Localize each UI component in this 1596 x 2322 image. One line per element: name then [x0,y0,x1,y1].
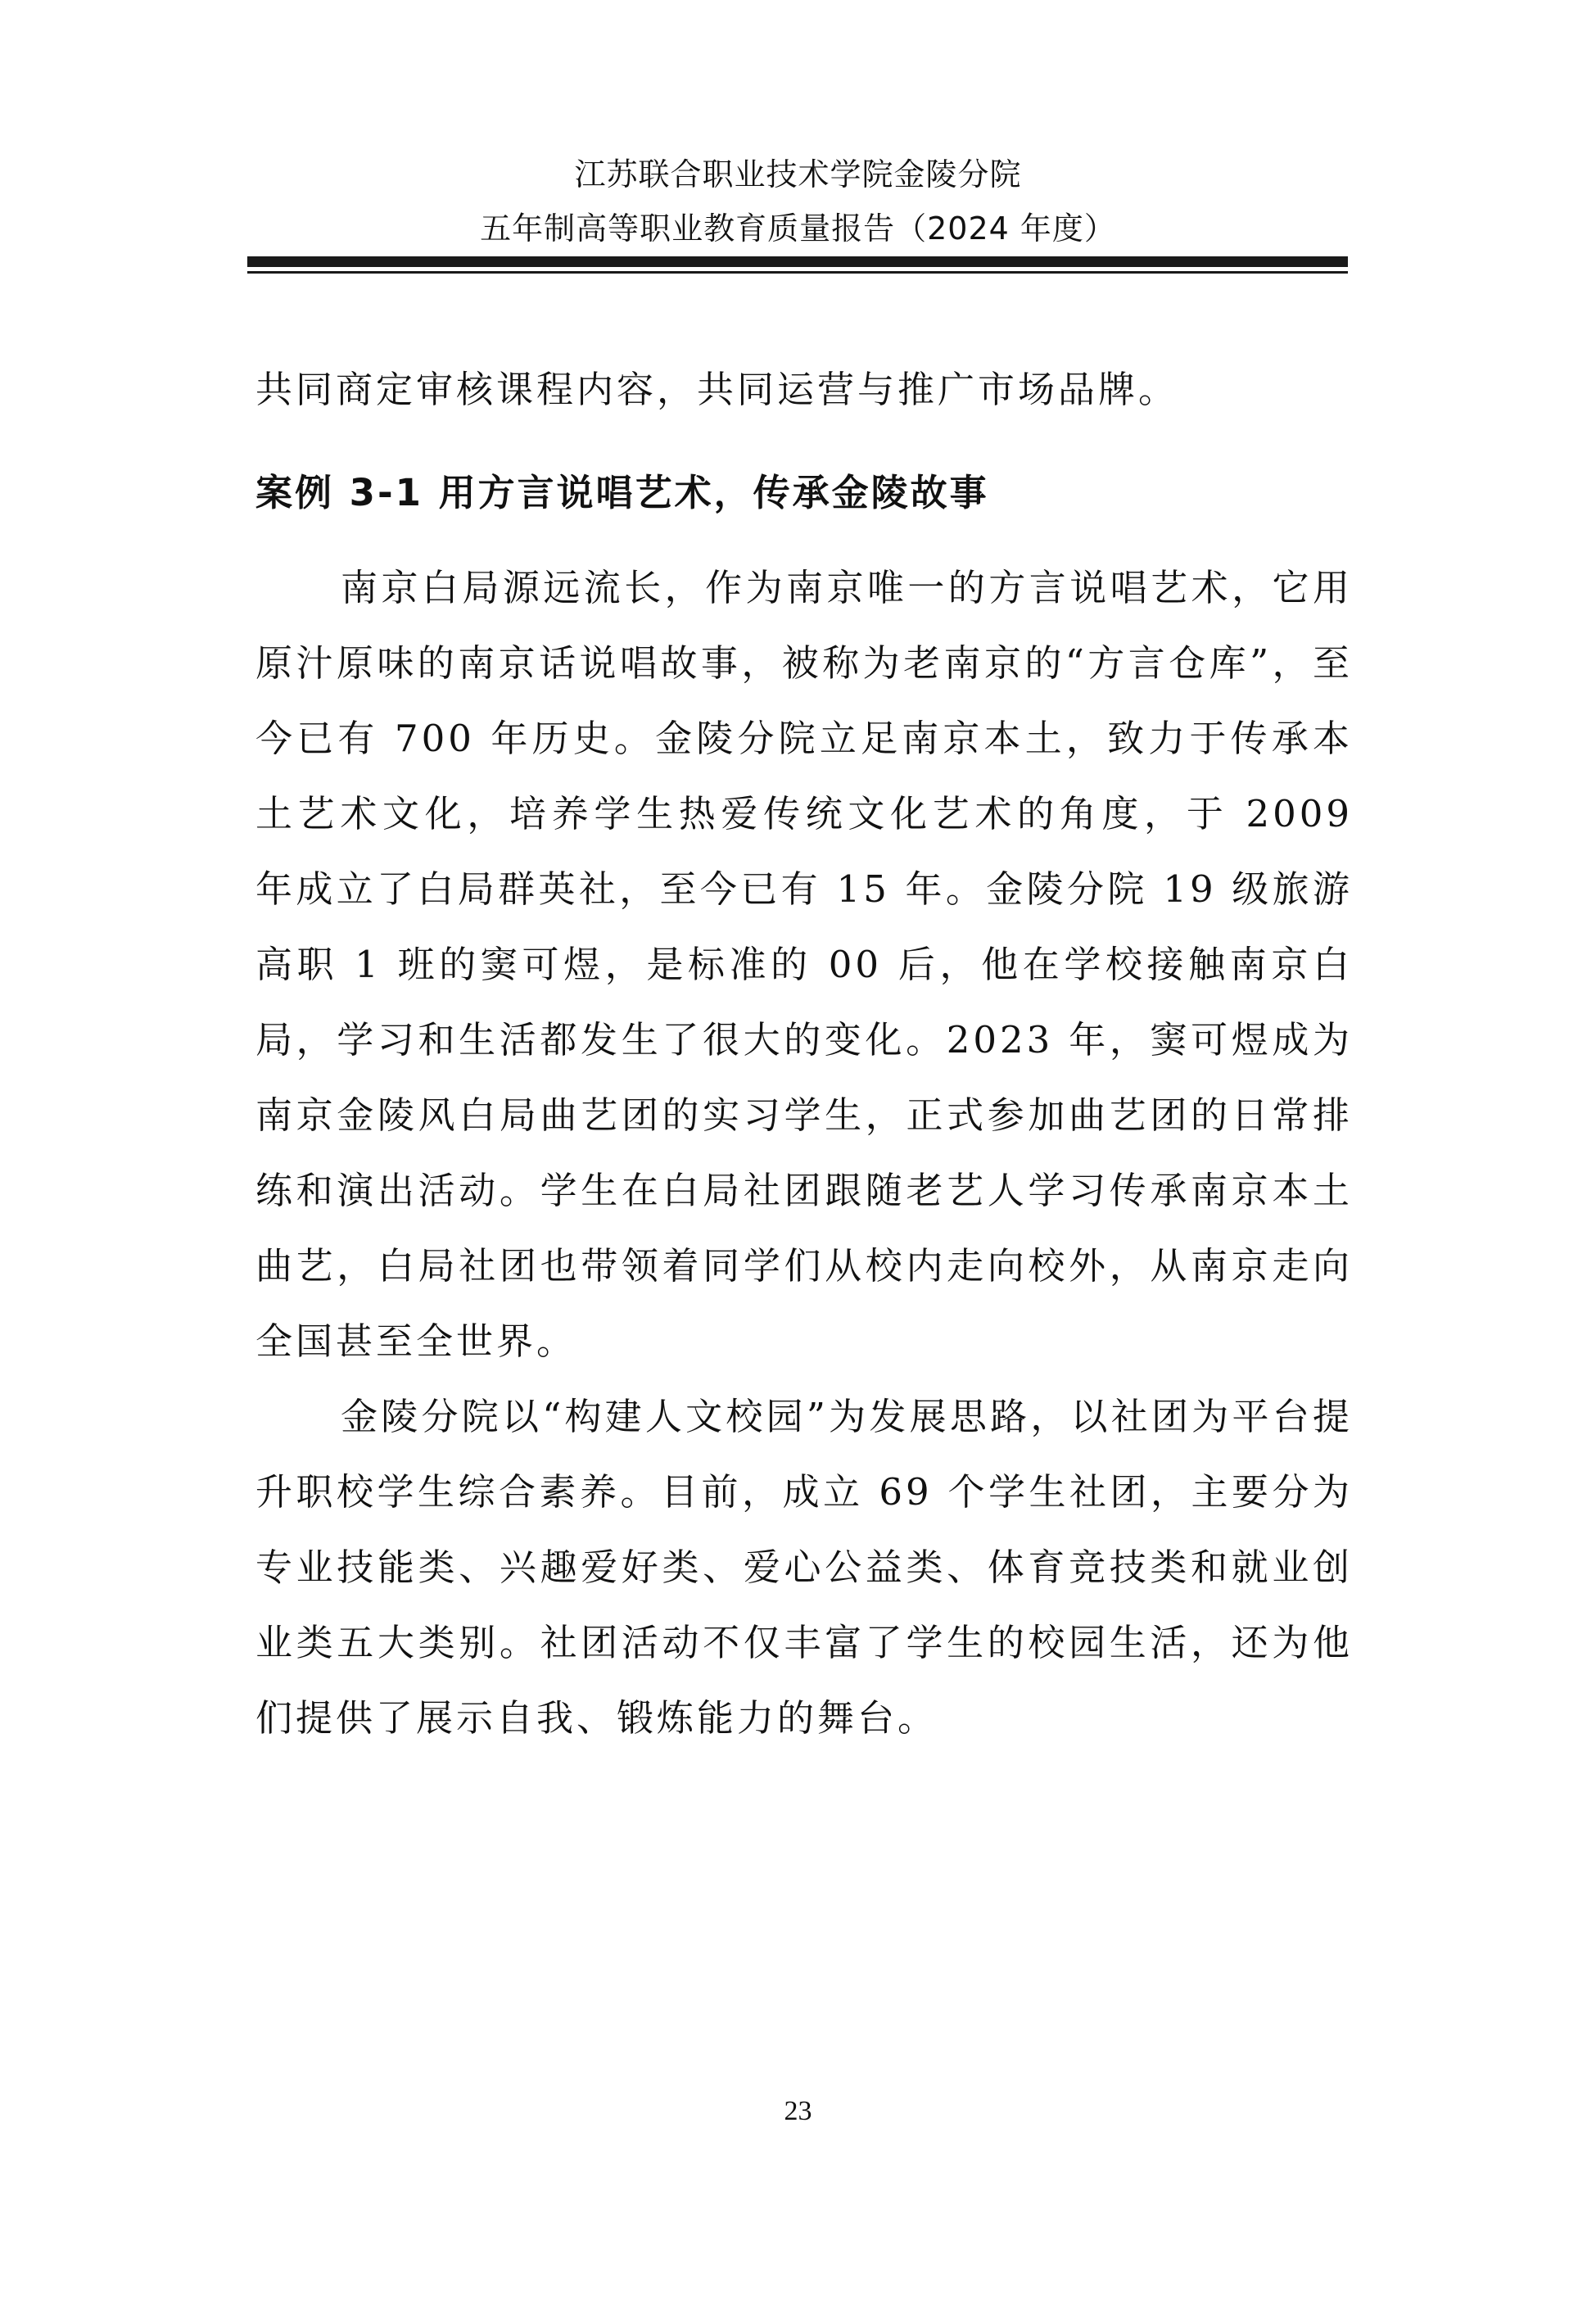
header-report-title: 五年制高等职业教育质量报告（2024 年度） [480,210,1116,247]
paragraph-clubs: 金陵分院以“构建人文校园”为发展思路，以社团为平台提升职校学生综合素养。目前，成立 69 个学生社团，主要分为专业技能类、兴趣爱好类、爱心公益类、体育竞技类和就业创业类五大类别。社团活动不仅丰富了学生的校园生活，还为他们提供了展示自我、锻炼能力的舞台。 [255,1395,1353,1740]
header-rule-thick [247,256,1348,267]
report-header [0,147,1596,256]
header-school-name: 江苏联合职业技术学院金陵分院 [574,156,1022,192]
case-heading: 案例 3-1 用方言说唱艺术，传承金陵故事 [255,471,989,514]
continuation-text: 共同商定审核课程内容，共同运营与推广市场品牌。 [255,368,1179,411]
page-number: 23 [784,2096,812,2126]
page-body [255,352,1353,1756]
header-rule-thin [247,271,1348,274]
paragraph-baiju: 南京白局源远流长，作为南京唯一的方言说唱艺术，它用原汁原味的南京话说唱故事，被称为老南京的“方言仓库”，至今已有 700 年历史。金陵分院立足南京本土，致力于传承本土艺术文化，培养学生热爱传统文化艺术的角度，于 2009 年成立了白局群英社，至今已有 15 年。金陵分院 19 级旅游高职 1 班的窦可煜，是标准的 00 后，他在学校接触南京白局，学习和生活都发生了很大的变化。2023 年，窦可煜成为南京金陵风白局曲艺团的实习学生，正式参加曲艺团的日常排练和演出活动。学生在白局社团跟随老艺人学习传承南京本土曲艺，白局社团也带领着同学们从校内走向校外，从南京走向全国甚至全世界。 [255,566,1353,1363]
